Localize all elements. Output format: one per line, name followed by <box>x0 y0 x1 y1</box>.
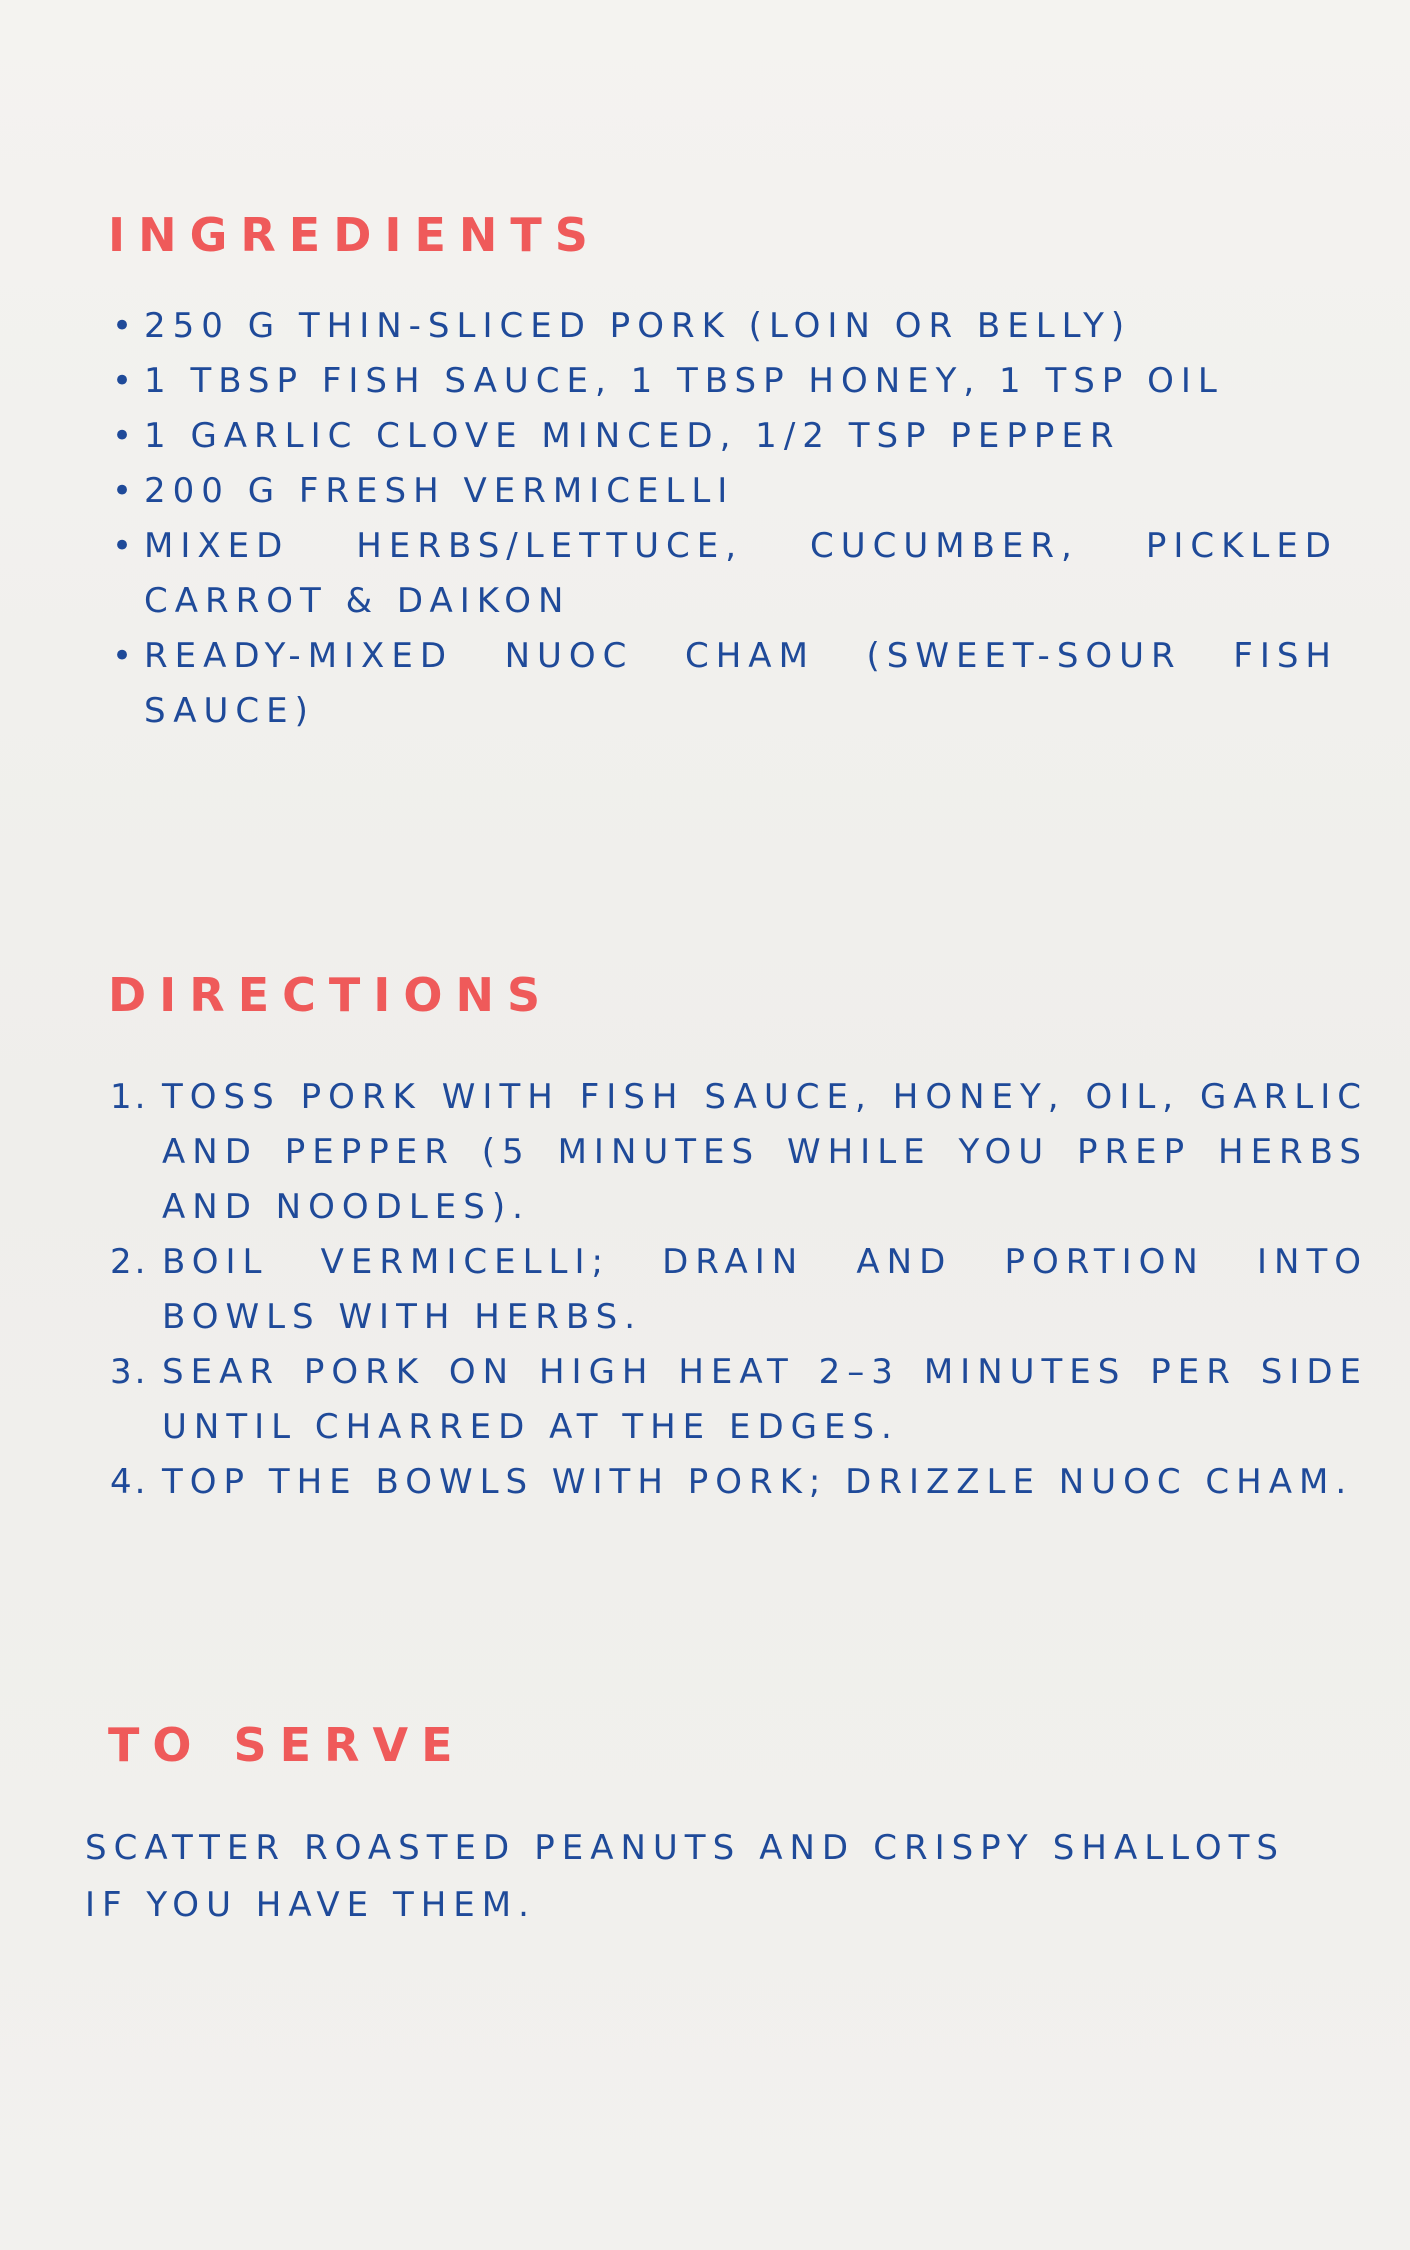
step-number: 1. <box>110 1077 149 1117</box>
step-text: BOIL VERMICELLI; DRAIN AND PORTION INTO BOWLS WITH HERBS. <box>162 1242 1368 1337</box>
directions-list <box>108 1070 1368 1510</box>
bullet-icon: • <box>112 361 140 401</box>
ingredient-item <box>108 519 1338 629</box>
ingredient-item <box>108 299 1338 354</box>
bullet-icon: • <box>112 306 140 346</box>
bullet-icon: • <box>112 471 140 511</box>
direction-step <box>108 1345 1368 1455</box>
ingredient-text: 200 G FRESH VERMICELLI <box>144 471 735 511</box>
step-text: TOSS PORK WITH FISH SAUCE, HONEY, OIL, GARLIC AND PEPPER (5 MINUTES WHILE YOU PREP HERBS AND NOODLES). <box>162 1077 1368 1227</box>
ingredient-item <box>108 354 1338 409</box>
ingredient-item <box>108 409 1338 464</box>
to-serve-heading: TO SERVE <box>108 1718 466 1772</box>
step-text: TOP THE BOWLS WITH PORK; DRIZZLE NUOC CHAM. <box>162 1462 1354 1502</box>
direction-step <box>108 1235 1368 1345</box>
bullet-icon: • <box>112 526 140 566</box>
direction-step <box>108 1455 1368 1510</box>
ingredients-heading: INGREDIENTS <box>108 208 601 262</box>
ingredient-item <box>108 464 1338 519</box>
step-number: 3. <box>110 1352 149 1392</box>
ingredient-text: 250 G THIN-SLICED PORK (LOIN OR BELLY) <box>144 306 1132 346</box>
step-number: 2. <box>110 1242 149 1282</box>
bullet-icon: • <box>112 416 140 456</box>
bullet-icon: • <box>112 636 140 676</box>
direction-step <box>108 1070 1368 1235</box>
ingredients-list <box>108 299 1338 739</box>
ingredient-text: 1 TBSP FISH SAUCE, 1 TBSP HONEY, 1 TSP OIL <box>144 361 1224 401</box>
ingredient-text: MIXED HERBS/LETTUCE, CUCUMBER, PICKLED CARROT & DAIKON <box>144 526 1338 621</box>
step-text: SEAR PORK ON HIGH HEAT 2–3 MINUTES PER SIDE UNTIL CHARRED AT THE EDGES. <box>162 1352 1368 1447</box>
ingredient-text: READY-MIXED NUOC CHAM (SWEET-SOUR FISH SAUCE) <box>144 636 1338 731</box>
ingredient-text: 1 GARLIC CLOVE MINCED, 1/2 TSP PEPPER <box>144 416 1121 456</box>
directions-heading: DIRECTIONS <box>108 968 554 1022</box>
to-serve-text: SCATTER ROASTED PEANUTS AND CRISPY SHALLOTS IF YOU HAVE THEM. <box>85 1828 1285 1925</box>
step-number: 4. <box>110 1462 149 1502</box>
ingredient-item <box>108 629 1338 739</box>
